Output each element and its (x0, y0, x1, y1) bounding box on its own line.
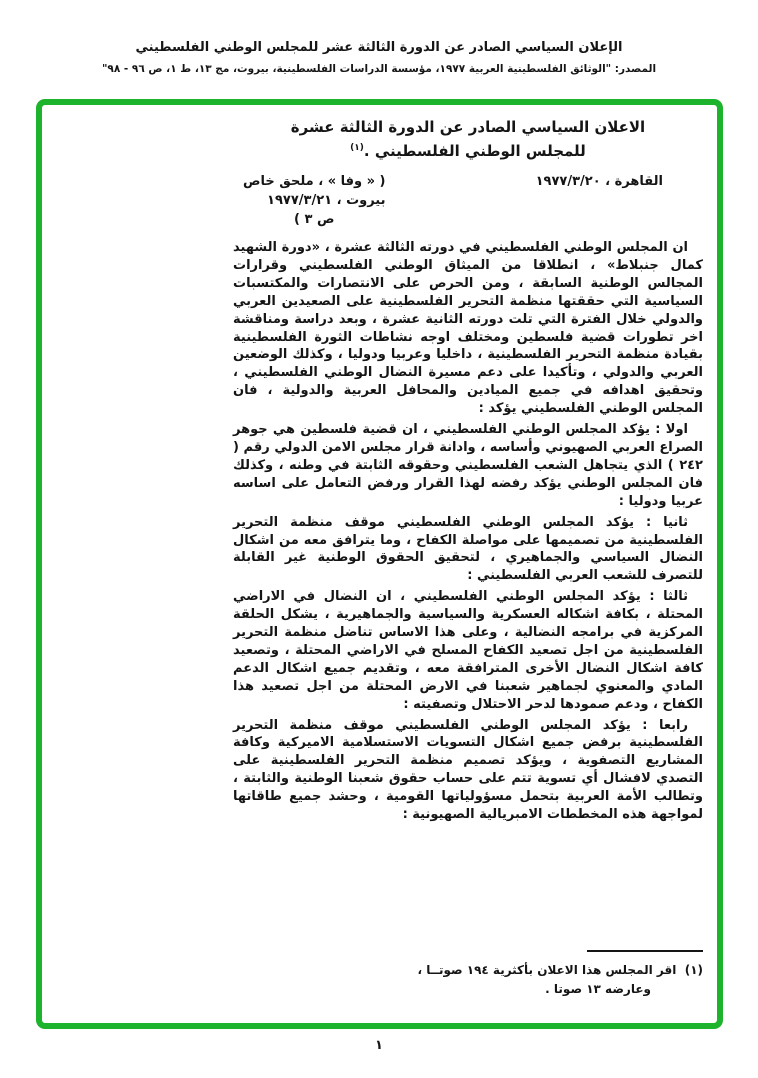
document-border-box (36, 99, 723, 1029)
footnote-text (373, 961, 703, 999)
footnote-separator-rule (587, 950, 703, 952)
page-header (0, 0, 758, 75)
paragraph-first: اولا : يؤكد المجلس الوطني الفلسطيني ، ان قضية فلسطين هي جوهر الصراع العربي الصهيوني وأساسه ، وادانة قرار مجلس الامن الدولي رقم ( ٢٤٢ ) الذي يتجاهل الشعب الفلسطيني وحقوقه الثابتة في وطنه ، وكذلك فان المجلس الوطني يؤكد رفضه لهذا القرار ورفض التعامل على اساسه عربيا ودوليا : (233, 422, 703, 509)
dateline-agency-line3: ص ٣ ) (294, 212, 335, 227)
page-header-title: الإعلان السياسي الصادر عن الدورة الثالثة عشر للمجلس الوطني الفلسطيني (135, 40, 623, 55)
dateline-agency-line1: ( « وفا » ، ملحق خاص (243, 174, 386, 189)
dateline-agency-block (243, 172, 386, 229)
document-title-line2: للمجلس الوطني الفلسطيني . (363, 142, 586, 160)
footnote-line1 (373, 961, 703, 980)
footnote-line1-text: اقر المجلس هذا الاعلان بأكثرية ١٩٤ صوتــا ، (417, 963, 677, 977)
footnote-line2: وعارضه ١٣ صوتا . (545, 982, 651, 996)
page-header-source: المصدر: "الوثائق الفلسطينية العربية ١٩٧٧، مؤسسة الدراسات الفلسطينية، بيروت، مج ١٣، ط ١، ص ٩٦ - ٩٨" (101, 63, 657, 75)
footnote-reference: (١) (350, 143, 364, 153)
dateline-city-date: القاهرة ، ١٩٧٧/٣/٢٠ (535, 174, 663, 189)
footnote-marker: (١) (684, 963, 703, 977)
footnote (373, 950, 703, 999)
page-number: ١ (375, 1038, 383, 1053)
paragraph-fourth: رابعا : يؤكد المجلس الوطني الفلسطيني موقف منظمة التحرير الفلسطينية برفض جميع اشكال التسويات الاستسلامية الاميركية وكافة المشاريع التصفوية ، ويؤكد تصميم منظمة التحرير الفلسطينية على التصدي لافشال أي تسوية تتم على حساب حقوق شعبنا الوطنية والثابتة ، وتطالب الأمة العربية بتحمل مسؤولياتها القومية ، وحشد جميع طاقاتها لمواجهة هذه المخططات الامبريالية الصهيونية : (233, 717, 703, 823)
document-body (233, 239, 703, 824)
document-title-line1: الاعلان السياسي الصادر عن الدورة الثالثة عشرة (290, 118, 646, 136)
paragraph-second: ثانيا : يؤكد المجلس الوطني الفلسطيني موقف منظمة التحرير الفلسطينية من تصميمها على مواصلة الكفاح ، وما يترافق معه من اشكال النضال السياسي والجماهيري ، لتحقيق الحقوق الوطنية غير القابلة للتصرف للشعب العربي الفلسطيني : (233, 514, 703, 584)
dateline (233, 172, 703, 229)
document-content (233, 117, 703, 824)
paragraph-intro: ان المجلس الوطني الفلسطيني في دورته الثالثة عشرة ، «دورة الشهيد كمال جنبلاط» ، انطلاقا من الميثاق الوطني الفلسطيني وقرارات المجالس الوطنية السابقة ، ومن الحرص على الانتصارات والمكتسبات السياسية التي حققتها منظمة التحرير الفلسطينية على الصعيدين العربي والدولي خلال الفترة التي تلت دورته الثانية عشرة ، وبعد دراسة ومناقشة اخر تطورات قضية فلسطين ومختلف اوجه نشاطات الثورة الفلسطينية بقيادة منظمة التحرير الفلسطينية ، داخليا وعربيا ودوليا ، وكذلك الوضعين العربي والدولي ، وتأكيدا على دعم مسيرة النضال الوطني الفلسطيني ، وتحقيق اهدافه في جميع الميادين والمحافل العربية والدولية ، فان المجلس الوطني الفلسطيني يؤكد : (233, 240, 703, 417)
paragraph-third: ثالثا : يؤكد المجلس الوطني الفلسطيني ، ان النضال في الاراضي المحتلة ، بكافة اشكاله العسكرية والسياسية والجماهيرية ، يشكل الحلقة المركزية في برامجه النضالية ، وعلى هذا الاساس تناضل منظمة التحرير الفلسطينية من اجل تصعيد الكفاح المسلح في الاراضي المحتلة ، وتصعيد كافة اشكال النضال الأخرى المترافقة معه ، وتقديم جميع اشكال الدعم المادي والمعنوي لجماهير شعبنا في الارض المحتلة من اجل تصعيد هذا الكفاح ، ودعم صمودها لدحر الاحتلال وتصفيته : (233, 589, 703, 712)
dateline-agency-line2: بيروت ، ١٩٧٧/٣/٢١ (267, 193, 386, 208)
document-title (233, 117, 703, 162)
